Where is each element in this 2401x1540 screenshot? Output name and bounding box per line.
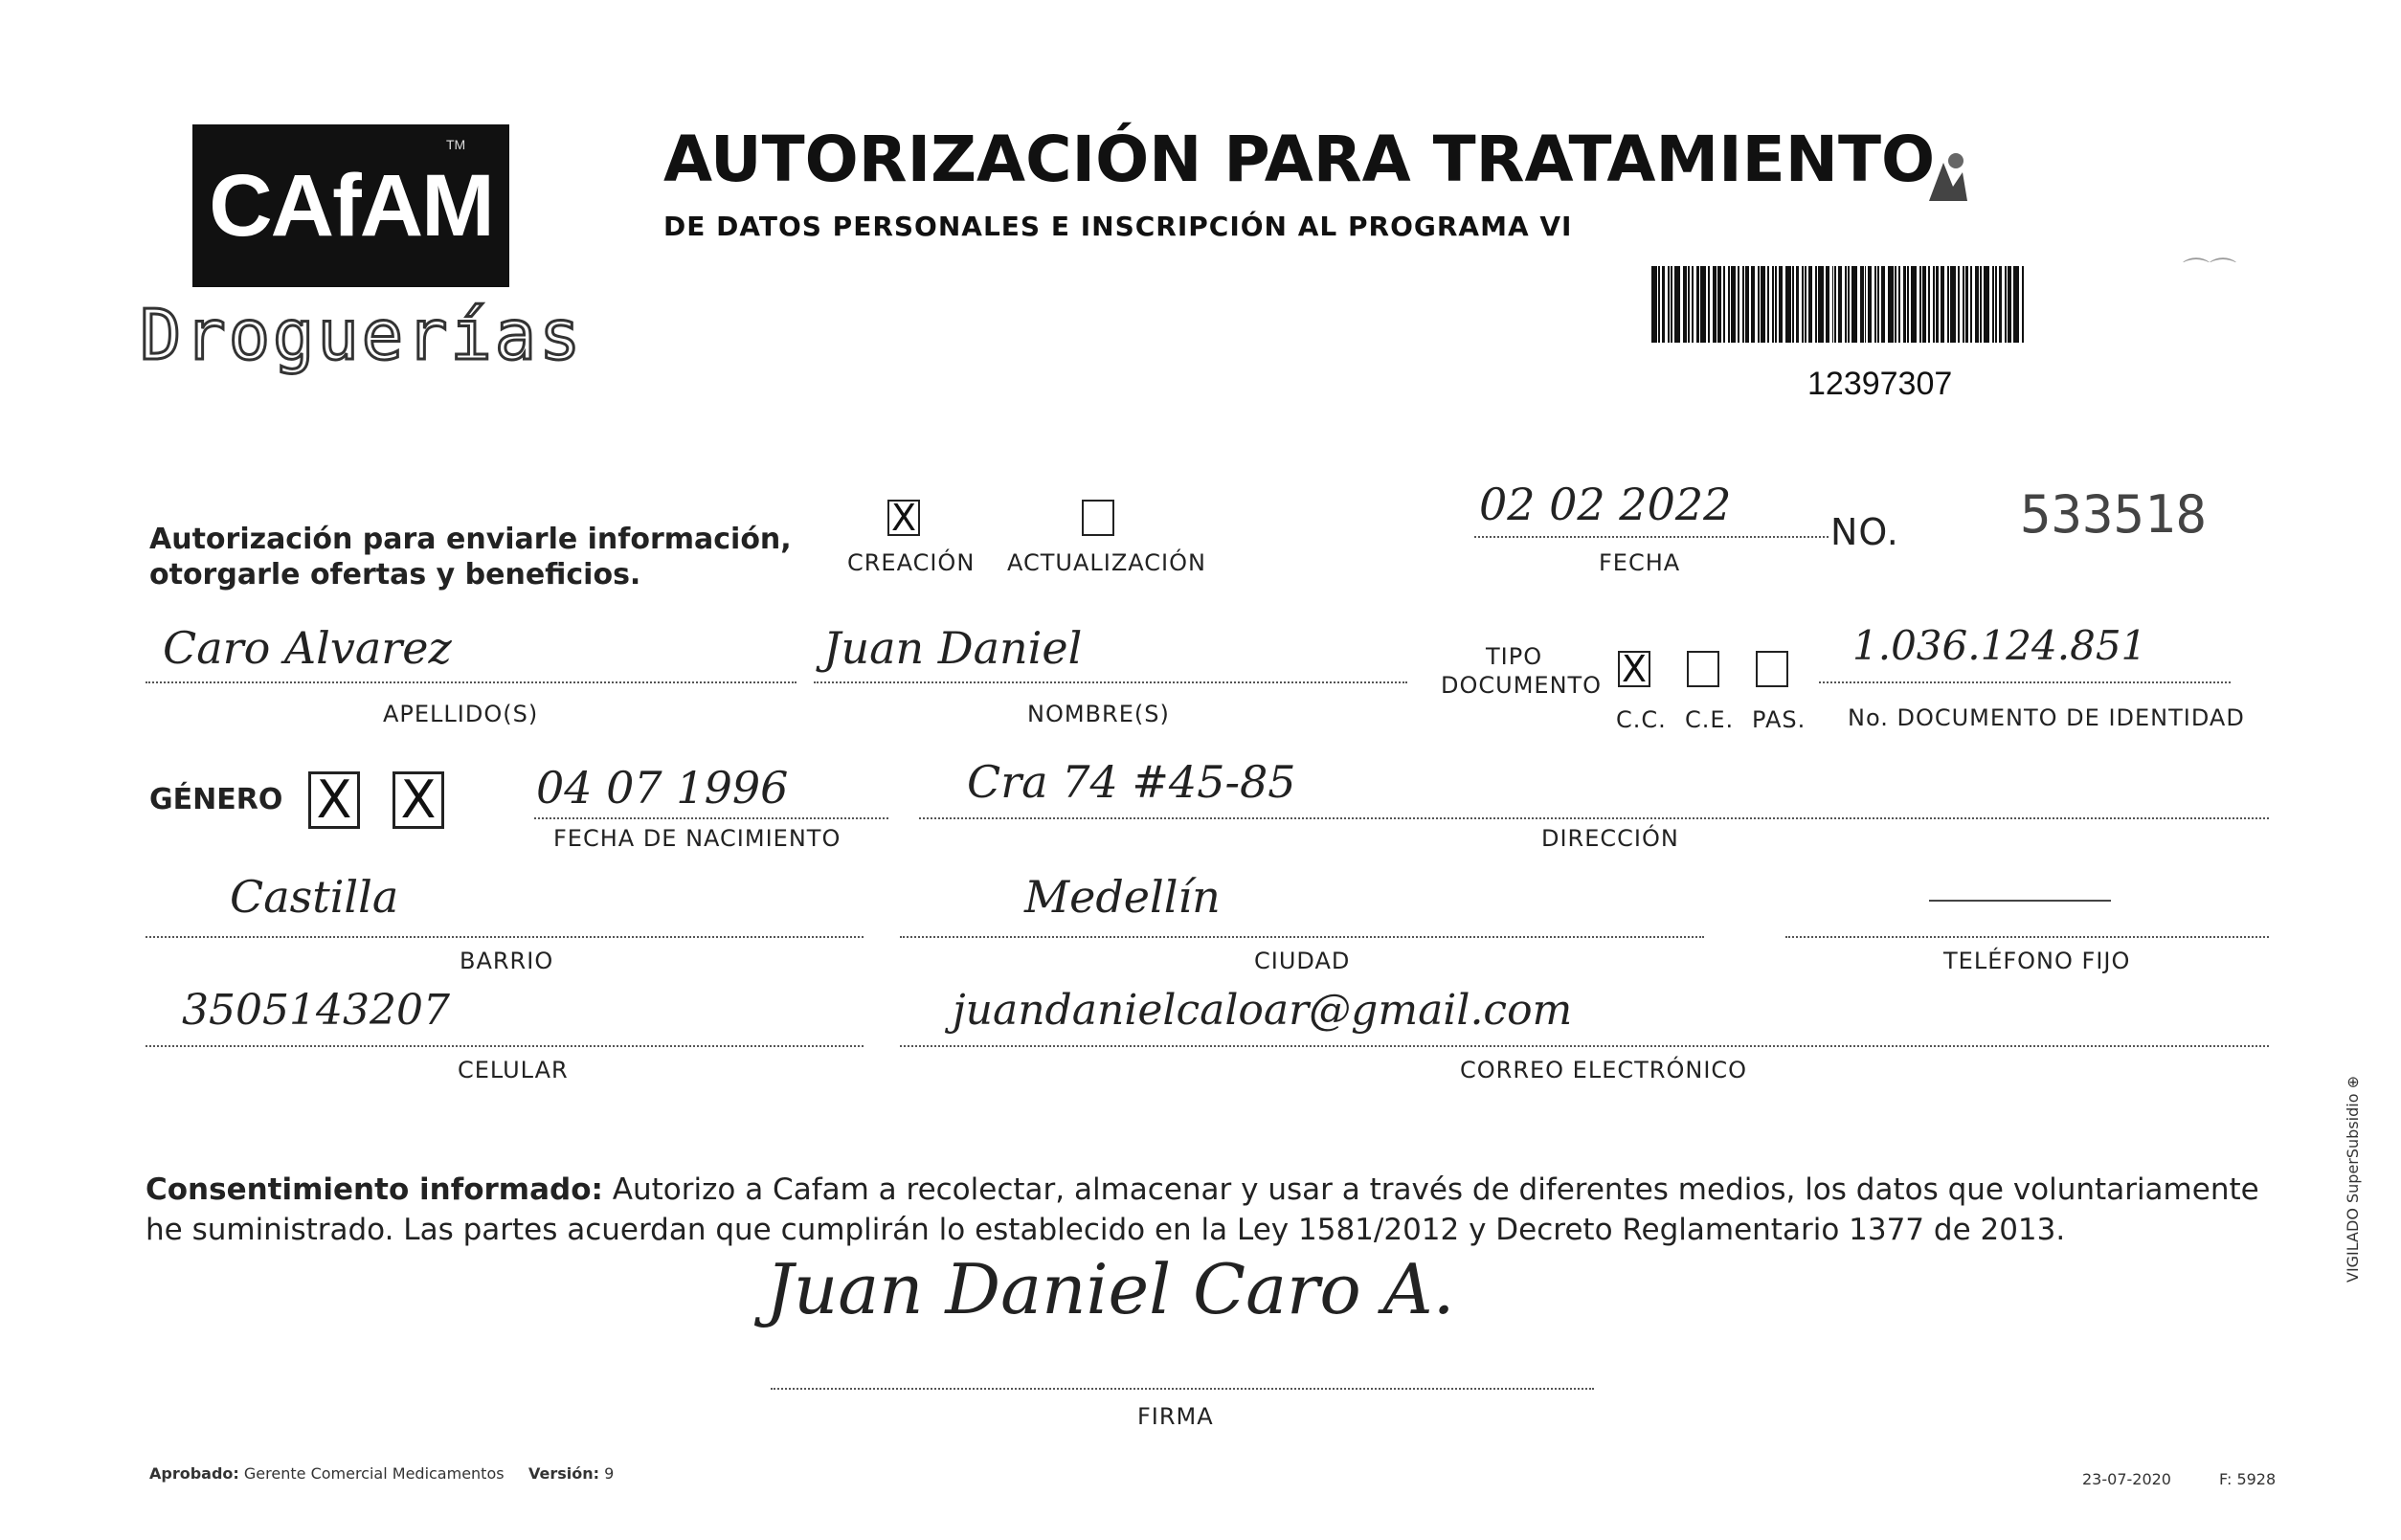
actualizacion-checkbox[interactable] [1082,500,1114,536]
genero-label: GÉNERO [149,783,283,816]
intro-line-2: otorgarle ofertas y beneficios. [149,558,641,591]
form-subtitle: DE DATOS PERSONALES E INSCRIPCIÓN AL PROGRAMA VI [663,211,1573,242]
barcode-bar [1818,266,1824,343]
nacimiento-label: FECHA DE NACIMIENTO [553,825,841,852]
barcode-bar [2013,266,2019,343]
barcode-bar [1877,266,1879,343]
barcode-bar [1832,266,1834,343]
barcode-bar [1860,266,1864,343]
barcode-bar [1761,266,1766,343]
barcode-bar [1963,266,1964,343]
barcode-bar [1903,266,1907,343]
direccion-line [919,817,2269,819]
barcode-bar [1958,266,1960,343]
barcode-bar [1651,266,1657,343]
celular-label: CELULAR [458,1057,569,1083]
version-value: 9 [604,1464,615,1483]
barcode-bar [1838,266,1842,343]
version-label: Versión: [528,1464,600,1483]
apellidos-value[interactable]: Caro Alvarez [163,622,452,674]
vigilado-text [2344,1076,2362,1283]
creacion-label: CREACIÓN [847,549,976,576]
nombres-value[interactable]: Juan Daniel [823,622,1083,674]
barcode-bar [1723,266,1725,343]
barcode-bar [1745,266,1749,343]
barcode-bar [1683,266,1687,343]
barcode-bar [1970,266,1972,343]
barcode [1651,266,2025,343]
barrio-value[interactable]: Castilla [230,871,399,923]
celular-value[interactable]: 3505143207 [182,986,450,1035]
barcode-bar [1895,266,1896,343]
barcode-number: 12397307 [1807,366,1953,402]
tipo-doc-label-1: TIPO [1486,643,1543,670]
barcode-bar [1936,266,1940,343]
doc-number-line [1819,681,2231,683]
barcode-bar [1731,266,1737,343]
barcode-bar [1713,266,1717,343]
ce-checkbox[interactable] [1687,651,1719,687]
barcode-bar [1758,266,1760,343]
barcode-bar [1984,266,1989,343]
nombres-line [814,681,1407,683]
barcode-bar [1700,266,1706,343]
consent-heading: Consentimiento informado: [146,1172,603,1207]
barcode-bar [2005,266,2007,343]
doc-number-value[interactable]: 1.036.124.851 [1852,622,2147,669]
barcode-bar [1671,266,1672,343]
barcode-bar [1696,266,1700,343]
vigilado-logo-icon: ⊕ [2344,1075,2362,1089]
signature-line [771,1388,1594,1390]
barcode-bar [2022,266,2024,343]
fecha-label: FECHA [1599,549,1681,576]
tipo-doc-label-2: DOCUMENTO [1441,672,1603,699]
barcode-bar [1738,266,1739,343]
correo-value[interactable]: juandanielcaloar@gmail.com [953,986,1573,1035]
barcode-bar [1911,266,1917,343]
barcode-bar [1845,266,1847,343]
cc-checkbox[interactable]: X [1618,651,1650,687]
actualizacion-label: ACTUALIZACIÓN [1007,549,1206,576]
form-number: 533518 [2020,484,2208,545]
barcode-bar [1928,266,1930,343]
telefono-dash [1929,900,2111,902]
barcode-bar [1975,266,1979,343]
barcode-bar [1742,266,1744,343]
nacimiento-line [534,817,888,819]
barcode-bar [1868,266,1872,343]
barcode-bar [1826,266,1829,343]
intro-line-1: Autorización para enviarle información, [149,523,792,556]
nombres-label: NOMBRE(S) [1027,701,1170,727]
barcode-bar [1658,266,1660,343]
barcode-bar [1668,266,1670,343]
genero-checkbox-2[interactable]: X [393,771,444,829]
barcode-bar [1992,266,1994,343]
aprobado-value: Gerente Comercial Medicamentos [243,1464,505,1483]
celular-line [146,1045,864,1047]
nacimiento-value[interactable]: 04 07 1996 [536,762,789,814]
fecha-value[interactable]: 02 02 2022 [1479,479,1732,530]
footer-form-code: F: 5928 [2219,1470,2277,1488]
correo-label: CORREO ELECTRÓNICO [1460,1057,1748,1083]
pas-label: PAS. [1752,706,1806,733]
barcode-bar [1922,266,1926,343]
barcode-bar [1933,266,1935,343]
barcode-bar [1708,266,1710,343]
aprobado-label: Aprobado: [149,1464,239,1483]
genero-checkbox-1[interactable]: X [308,771,360,829]
barcode-bar [1965,266,1969,343]
logo-subtitle: Droguerías [140,295,584,375]
ciudad-label: CIUDAD [1254,948,1351,974]
pas-checkbox[interactable] [1756,651,1788,687]
no-label: NO. [1830,511,1899,553]
barcode-bar [1815,266,1817,343]
barcode-bar [1717,266,1721,343]
telefono-label: TELÉFONO FIJO [1943,948,2131,974]
barcode-bar [1907,266,1909,343]
barcode-bar [1898,266,1900,343]
ciudad-value[interactable]: Medellín [1024,871,1221,923]
direccion-value[interactable]: Cra 74 #45-85 [967,756,1296,808]
barcode-bar [1941,266,1944,343]
form-title: AUTORIZACIÓN PARA TRATAMIENTO [663,123,1936,196]
consent-paragraph [146,1170,2261,1250]
barcode-bar [1772,266,1774,343]
barcode-bar [2008,266,2011,343]
barcode-bar [1779,266,1783,343]
barcode-bar [1851,266,1857,343]
barcode-bar [1728,266,1730,343]
barcode-bar [1808,266,1812,343]
footer-aprobado [149,1464,614,1483]
barcode-bar [1848,266,1850,343]
footer-date: 23-07-2020 [2082,1470,2171,1488]
barcode-bar [1919,266,1921,343]
barcode-bar [1767,266,1769,343]
correo-line [900,1045,2269,1047]
decorative-mark-icon [1919,144,1977,211]
barcode-bar [1751,266,1755,343]
barcode-bar [1796,266,1800,343]
telefono-line [1785,936,2269,938]
barcode-bar [1802,266,1804,343]
barcode-bar [1785,266,1791,343]
barcode-bar [1980,266,1982,343]
corner-stamp-icon: ⌒⌒ [2183,257,2237,286]
barrio-line [146,936,864,938]
logo-text: CAfAM [209,156,493,255]
creacion-checkbox[interactable]: X [887,500,920,536]
doc-number-label: No. DOCUMENTO DE IDENTIDAD [1848,704,2245,731]
barrio-label: BARRIO [460,948,554,974]
ciudad-line [900,936,1704,938]
barcode-bar [1888,266,1894,343]
barcode-bar [1947,266,1949,343]
barcode-bar [1881,266,1885,343]
barcode-bar [1995,266,1997,343]
barcode-bar [1775,266,1777,343]
trademark-mark: TM [446,137,466,152]
signature-label: FIRMA [1137,1403,1214,1430]
barcode-bar [1950,266,1956,343]
apellidos-line [146,681,797,683]
fecha-line [1474,536,1829,538]
barcode-bar [1688,266,1690,343]
signature-value[interactable]: Juan Daniel Caro A. [766,1249,1455,1329]
barcode-bar [1805,266,1806,343]
consent-text: Autorizo a Cafam a recolectar, almacenar y usar a través de diferentes medios, los datos que voluntariamente he suministrado. Las partes acuerdan que cumplirán lo establecido en la Ley 1581/2012 y Decreto Reglamentario 1377 de 2013. [146,1172,2259,1247]
side-text: VIGILADO SuperSubsidio [2344,1093,2362,1283]
barcode-bar [1865,266,1867,343]
barcode-bar [1792,266,1794,343]
barcode-bar [1999,266,2003,343]
barcode-bar [1834,266,1836,343]
apellidos-label: APELLIDO(S) [383,701,539,727]
barcode-bar [1874,266,1876,343]
direccion-label: DIRECCIÓN [1541,825,1679,852]
ce-label: C.E. [1685,706,1735,733]
barcode-bar [1674,266,1680,343]
cc-label: C.C. [1616,706,1667,733]
barcode-bar [1662,266,1666,343]
barcode-bar [1692,266,1694,343]
